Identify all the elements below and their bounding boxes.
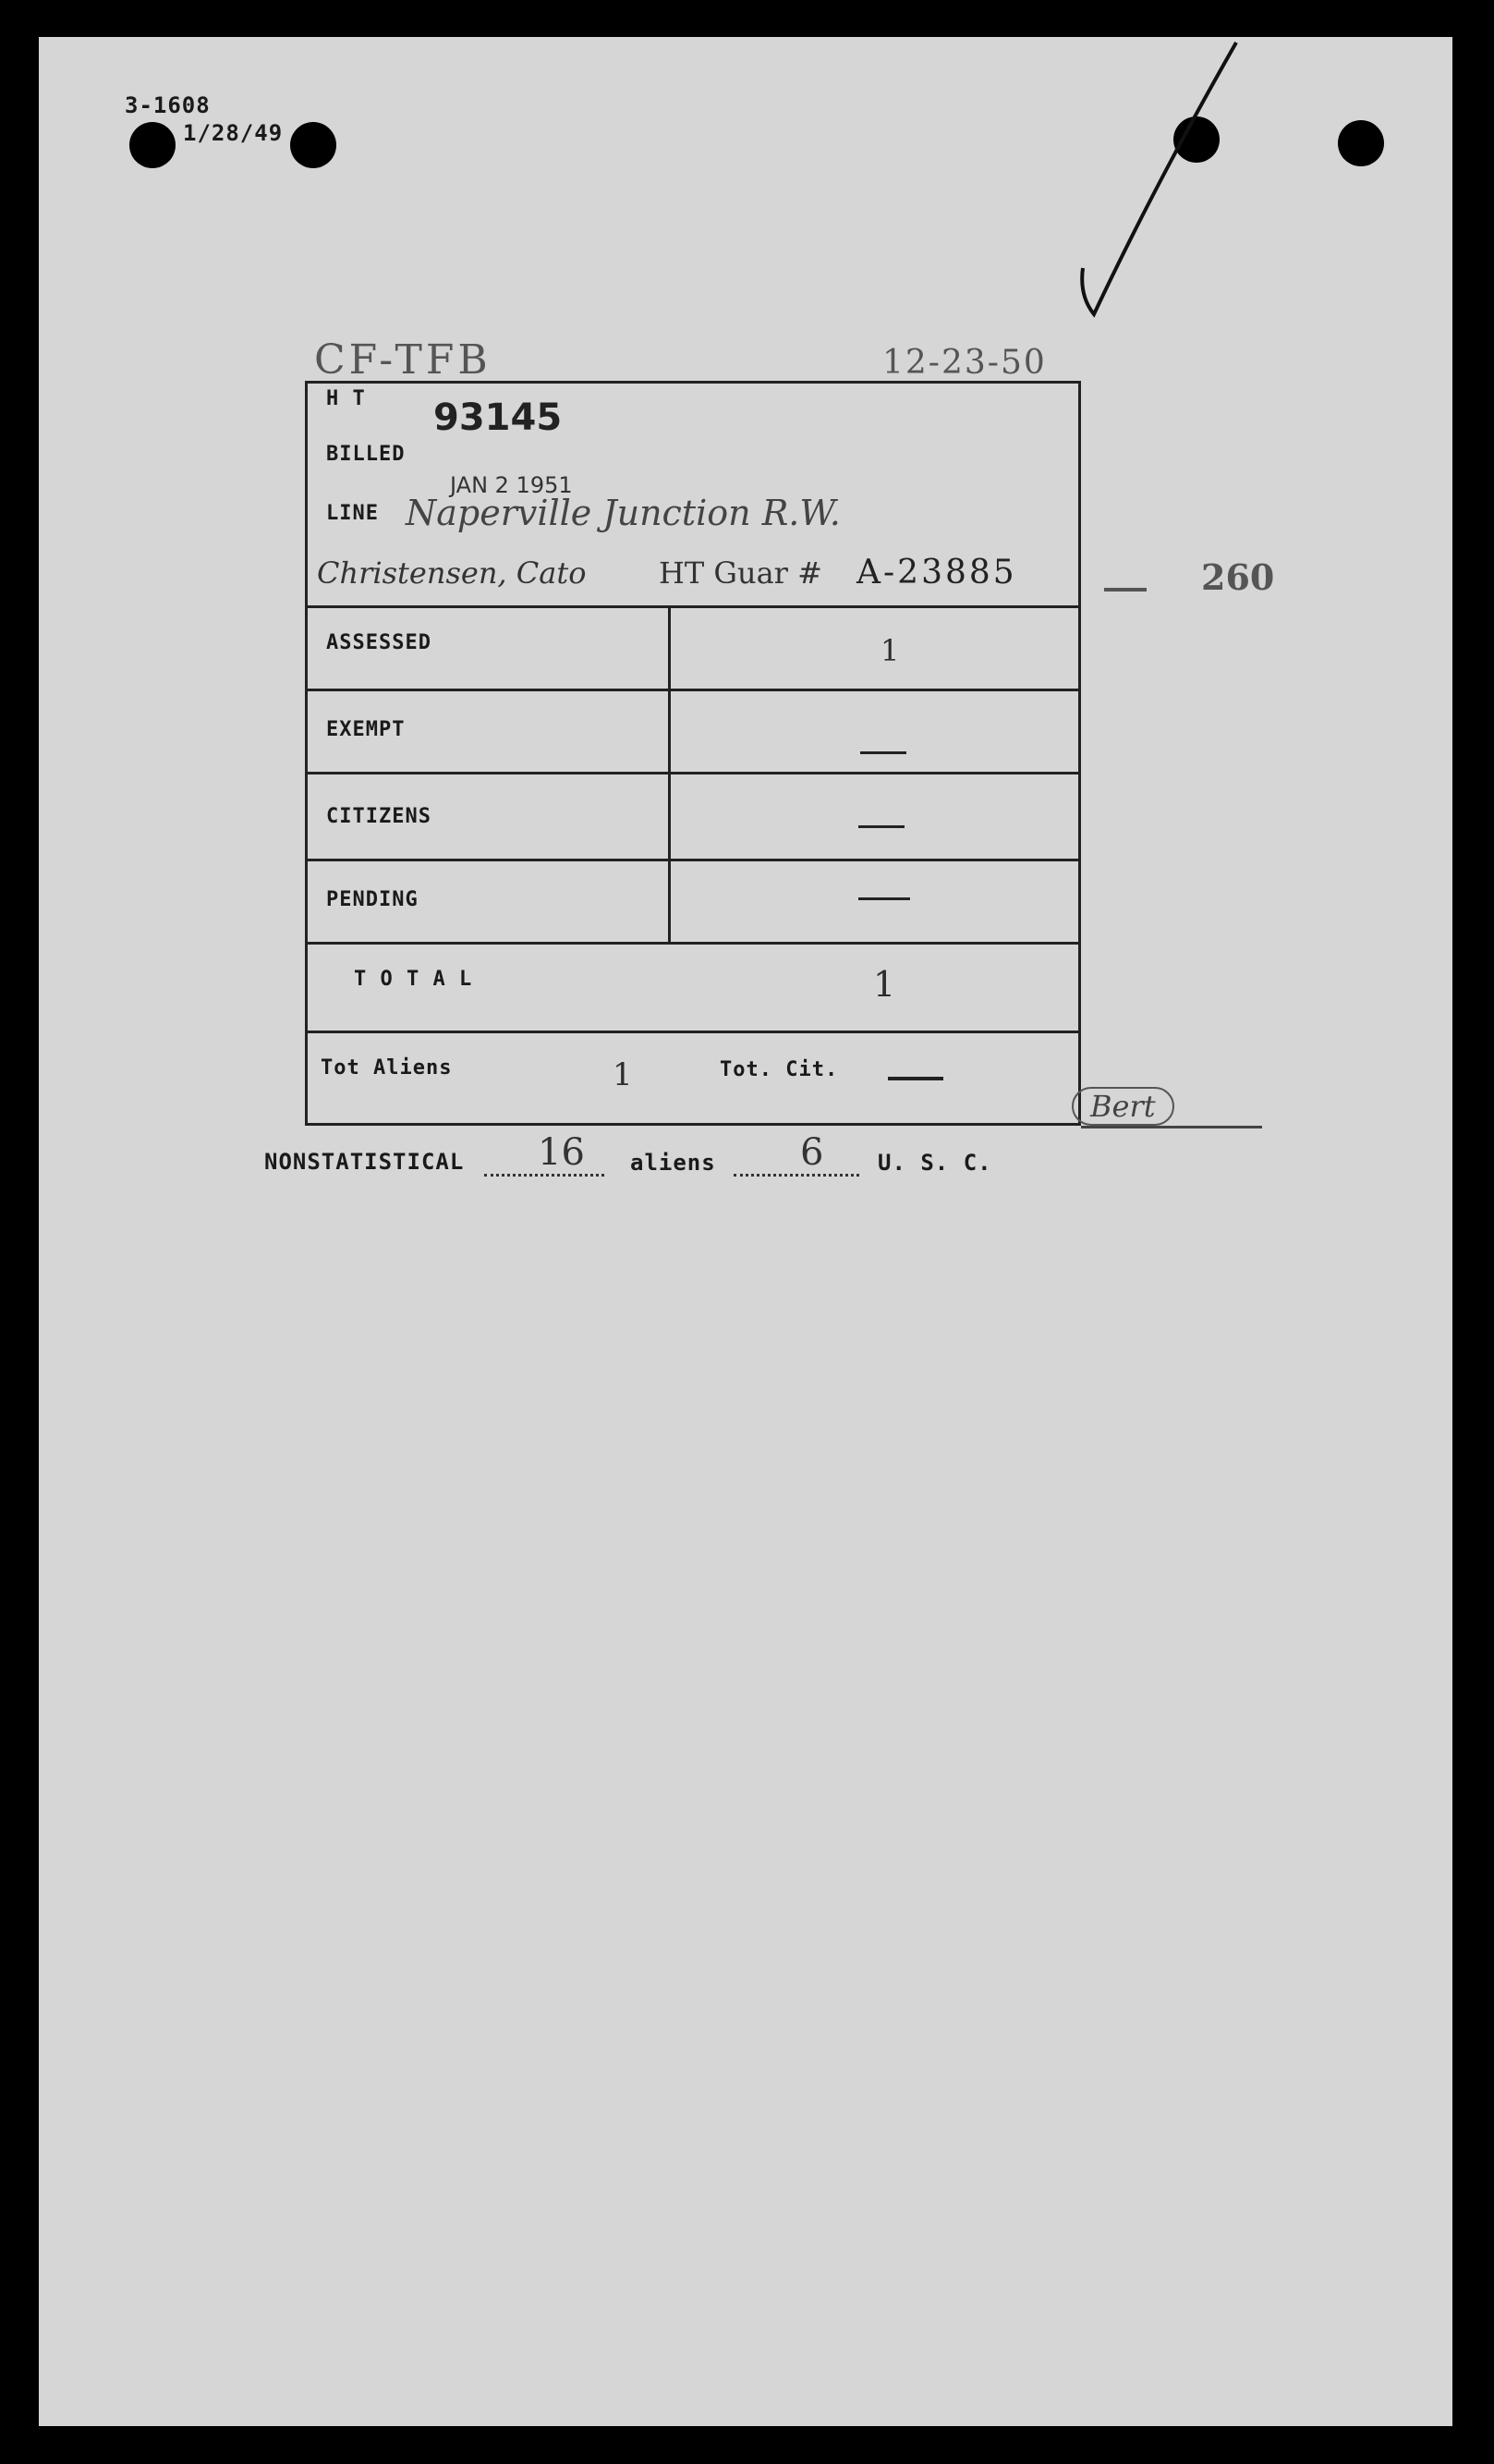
citizens-label: CITIZENS <box>326 805 431 828</box>
ht-number: 93145 <box>433 396 563 439</box>
divider <box>308 942 1078 945</box>
total-value: 1 <box>873 964 896 1005</box>
column-divider <box>668 605 671 942</box>
initials-signature: Bert <box>1072 1087 1174 1126</box>
signature-underline <box>1081 1126 1262 1128</box>
pending-value-dash <box>858 897 910 900</box>
guar-number: A-23885 <box>856 554 1017 592</box>
divider <box>308 859 1078 861</box>
divider <box>308 605 1078 608</box>
guar-label: HT Guar # <box>659 555 822 591</box>
exempt-label: EXEMPT <box>326 718 406 741</box>
name-line: Christensen, Cato <box>317 555 587 591</box>
pending-label: PENDING <box>326 888 419 911</box>
punch-hole <box>290 122 336 168</box>
aliens-label: aliens <box>630 1150 716 1176</box>
tot-aliens-value: 1 <box>613 1056 633 1093</box>
citizens-value-dash <box>858 825 905 828</box>
billed-date-stamp: JAN 2 1951 <box>450 472 573 498</box>
form-revision-date: 1/28/49 <box>183 120 284 146</box>
tot-aliens-label: Tot Aliens <box>321 1056 453 1080</box>
office-code: CF-TFB <box>314 336 492 384</box>
exempt-value-dash <box>860 751 906 754</box>
header-date: 12-23-50 <box>882 344 1047 382</box>
check-mark-icon <box>1072 37 1257 333</box>
usc-blank <box>734 1174 859 1177</box>
divider <box>308 772 1078 775</box>
assessed-label: ASSESSED <box>326 631 431 654</box>
ht-label: H T <box>326 387 366 410</box>
aliens-blank <box>484 1174 604 1177</box>
tot-cit-value-dash <box>888 1077 943 1080</box>
divider <box>308 689 1078 691</box>
punch-hole <box>1338 120 1384 166</box>
line-label: LINE <box>326 502 379 525</box>
billing-form <box>305 381 1081 1126</box>
total-label: T O T A L <box>354 968 473 991</box>
side-note: 260 <box>1201 556 1275 598</box>
billed-label: BILLED <box>326 443 406 466</box>
nonstatistical-label: NONSTATISTICAL <box>264 1149 465 1175</box>
divider <box>308 1031 1078 1033</box>
tot-cit-label: Tot. Cit. <box>720 1058 839 1081</box>
usc-label: U. S. C. <box>878 1150 992 1176</box>
form-number: 3-1608 <box>125 92 211 118</box>
side-mark-icon <box>1104 588 1147 592</box>
punch-hole <box>129 122 176 168</box>
assessed-value: 1 <box>881 633 900 668</box>
nonstat-usc-value: 6 <box>800 1131 824 1174</box>
nonstat-aliens-value: 16 <box>538 1131 585 1174</box>
line-value: Naperville Junction R.W. <box>406 493 841 533</box>
